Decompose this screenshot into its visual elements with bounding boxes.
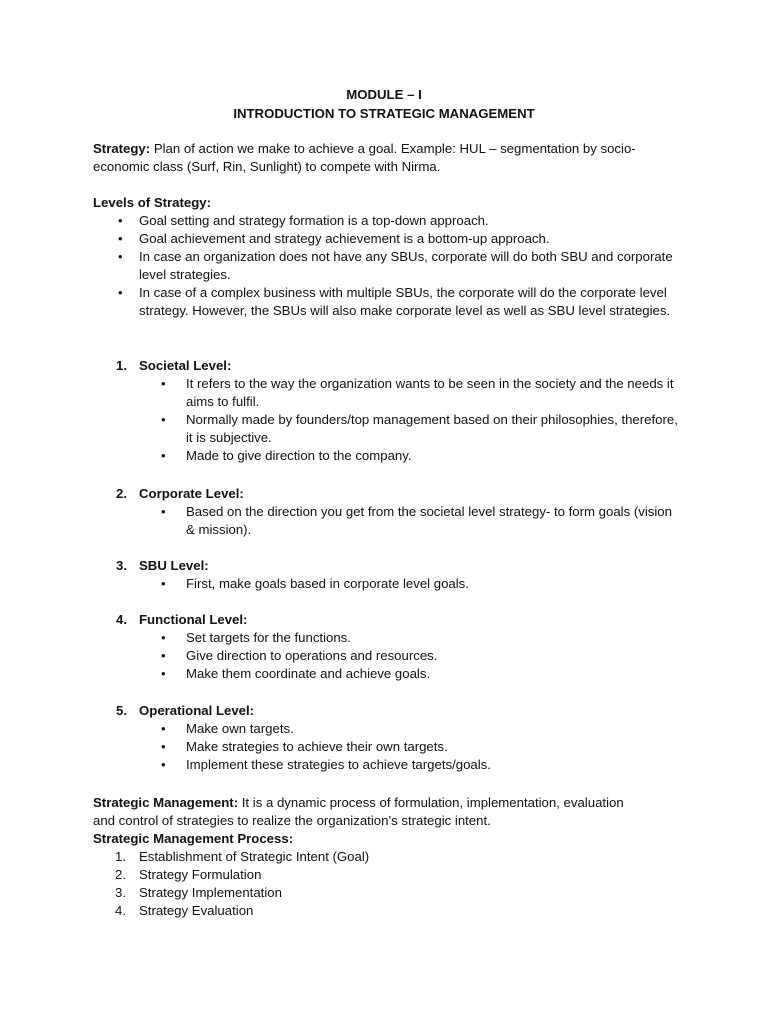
sm-label: Strategic Management: bbox=[93, 795, 239, 810]
section-number: 2. bbox=[116, 486, 127, 501]
section-corporate-level bbox=[116, 485, 684, 539]
process-heading: Strategic Management Process: bbox=[93, 831, 294, 846]
list-item bbox=[93, 902, 693, 920]
page-title: INTRODUCTION TO STRATEGIC MANAGEMENT bbox=[233, 106, 535, 121]
list-item: • Make them coordinate and achieve goals. bbox=[116, 665, 684, 683]
list-item: • Make own targets. bbox=[116, 720, 684, 738]
list-item: • Normally made by founders/top management based on their philosophies, therefore, it is subjective. bbox=[116, 411, 684, 447]
section-title: Functional Level: bbox=[139, 612, 248, 627]
list-item: • In case of a complex business with multiple SBUs, the corporate will do the corporate level strategy. However, the SBUs will also make corporate level as well as SBU level strategies. bbox=[93, 284, 683, 320]
section-title: SBU Level: bbox=[139, 558, 209, 573]
list-item: • Based on the direction you get from the societal level strategy- to form goals (vision & mission). bbox=[116, 503, 684, 539]
strategy-text-line1: Plan of action we make to achieve a goal. Example: HUL – segmentation by socio- bbox=[150, 141, 636, 156]
list-item bbox=[93, 866, 693, 884]
levels-bullet-list bbox=[93, 212, 683, 320]
section-number: 4. bbox=[116, 612, 127, 627]
item-number: 1. bbox=[115, 849, 126, 864]
list-item bbox=[93, 848, 693, 866]
section-number: 3. bbox=[116, 558, 127, 573]
section-sbu-level bbox=[116, 557, 684, 593]
list-item: • First, make goals based in corporate level goals. bbox=[116, 575, 684, 593]
item-text: Strategy Evaluation bbox=[139, 903, 254, 918]
list-item: • Goal achievement and strategy achievement is a bottom-up approach. bbox=[93, 230, 683, 248]
item-number: 3. bbox=[115, 885, 126, 900]
levels-heading: Levels of Strategy: bbox=[93, 195, 211, 210]
levels-of-strategy bbox=[93, 194, 683, 320]
strategy-definition bbox=[93, 140, 683, 176]
section-functional-level bbox=[116, 611, 684, 683]
strategy-label: Strategy: bbox=[93, 141, 151, 156]
strategic-management-definition bbox=[93, 794, 693, 920]
section-bullet-list bbox=[116, 503, 684, 539]
section-bullet-list bbox=[116, 575, 684, 593]
item-number: 4. bbox=[115, 903, 126, 918]
section-bullet-list bbox=[116, 629, 684, 683]
strategy-text-line2: economic class (Surf, Rin, Sunlight) to compete with Nirma. bbox=[93, 159, 441, 174]
sm-text-line1: It is a dynamic process of formulation, implementation, evaluation bbox=[238, 795, 624, 810]
section-societal-level bbox=[116, 357, 684, 465]
section-number: 1. bbox=[116, 358, 127, 373]
list-item: • Made to give direction to the company. bbox=[116, 447, 684, 465]
section-title: Societal Level: bbox=[139, 358, 232, 373]
item-number: 2. bbox=[115, 867, 126, 882]
list-item: • Make strategies to achieve their own targets. bbox=[116, 738, 684, 756]
list-item: • Give direction to operations and resources. bbox=[116, 647, 684, 665]
process-list bbox=[93, 848, 693, 920]
section-bullet-list bbox=[116, 375, 684, 465]
item-text: Strategy Formulation bbox=[139, 867, 262, 882]
list-item: • Implement these strategies to achieve targets/goals. bbox=[116, 756, 684, 774]
list-item: • Set targets for the functions. bbox=[116, 629, 684, 647]
list-item: • In case an organization does not have any SBUs, corporate will do both SBU and corporate level strategies. bbox=[93, 248, 683, 284]
list-item: • It refers to the way the organization wants to be seen in the society and the needs it aims to fulfil. bbox=[116, 375, 684, 411]
section-title: Operational Level: bbox=[139, 703, 255, 718]
list-item bbox=[93, 884, 693, 902]
section-operational-level bbox=[116, 702, 684, 774]
section-bullet-list bbox=[116, 720, 684, 774]
list-item: • Goal setting and strategy formation is a top-down approach. bbox=[93, 212, 683, 230]
module-heading: MODULE – I bbox=[346, 87, 422, 102]
sm-text-line2: and control of strategies to realize the organization’s strategic intent. bbox=[93, 813, 491, 828]
section-number: 5. bbox=[116, 703, 127, 718]
item-text: Establishment of Strategic Intent (Goal) bbox=[139, 849, 370, 864]
section-title: Corporate Level: bbox=[139, 486, 244, 501]
item-text: Strategy Implementation bbox=[139, 885, 282, 900]
title-block bbox=[0, 86, 768, 124]
